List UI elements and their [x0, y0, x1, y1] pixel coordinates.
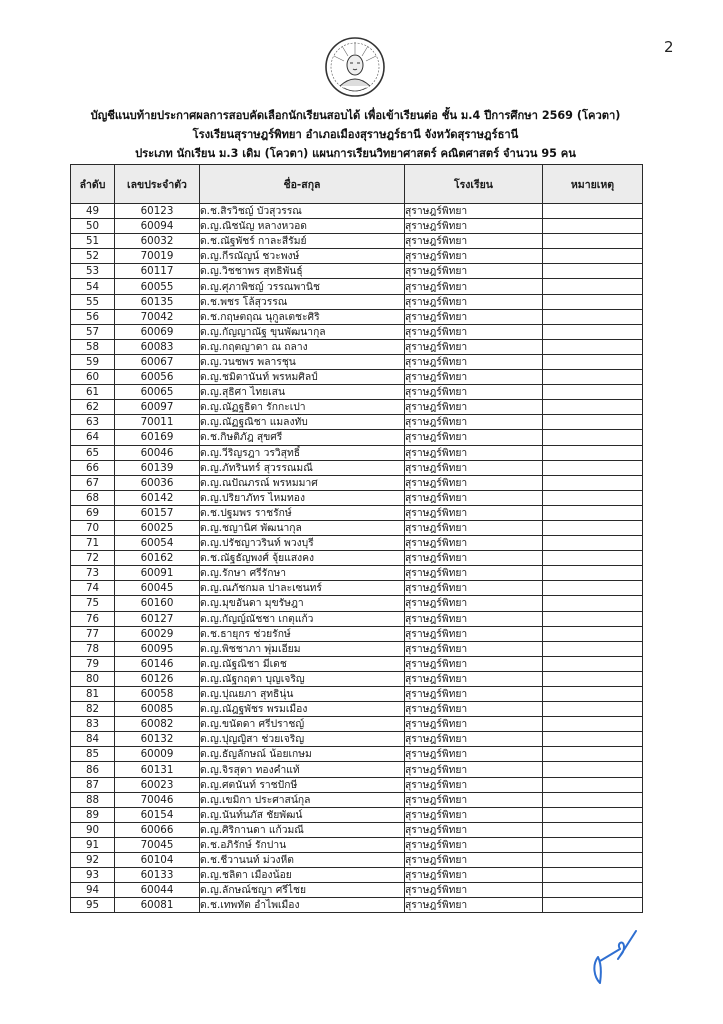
order-cell: 82: [71, 702, 115, 717]
school-cell: สุราษฎร์พิทยา: [405, 475, 543, 490]
student-name-cell: ด.ญ.ณิชนัญ หลางหวอด: [200, 219, 405, 234]
student-id-cell: 60104: [115, 853, 200, 868]
order-cell: 85: [71, 747, 115, 762]
student-name-cell: ด.ญ.จิรสุดา ทองคำแท้: [200, 762, 405, 777]
remark-cell: [543, 430, 643, 445]
school-cell: สุราษฎร์พิทยา: [405, 385, 543, 400]
student-name-cell: ด.ญ.กฤตญาดา ณ ถลาง: [200, 339, 405, 354]
student-id-cell: 60044: [115, 883, 200, 898]
student-id-cell: 60139: [115, 460, 200, 475]
table-row: [71, 702, 643, 717]
remark-cell: [543, 898, 643, 913]
school-cell: สุราษฎร์พิทยา: [405, 626, 543, 641]
school-cell: สุราษฎร์พิทยา: [405, 822, 543, 837]
student-name-cell: ด.ญ.ศุภาพิชญ์ วรรณพานิช: [200, 279, 405, 294]
table-row: [71, 611, 643, 626]
student-id-cell: 60045: [115, 581, 200, 596]
order-cell: 52: [71, 249, 115, 264]
school-cell: สุราษฎร์พิทยา: [405, 264, 543, 279]
school-cell: สุราษฎร์พิทยา: [405, 792, 543, 807]
table-row: [71, 490, 643, 505]
order-cell: 84: [71, 732, 115, 747]
order-cell: 88: [71, 792, 115, 807]
student-name-cell: ด.ญ.ชมิตานันท์ พรหมศิลป์: [200, 370, 405, 385]
order-cell: 72: [71, 551, 115, 566]
student-name-cell: ด.ช.สิรวิชญ์ บัวสุวรรณ: [200, 204, 405, 219]
table-row: [71, 249, 643, 264]
table-row: [71, 837, 643, 852]
table-row: [71, 415, 643, 430]
table-row: [71, 596, 643, 611]
student-name-cell: ด.ญ.ศิริกานดา แก้วมณี: [200, 822, 405, 837]
student-id-cell: 60066: [115, 822, 200, 837]
remark-cell: [543, 822, 643, 837]
remark-cell: [543, 219, 643, 234]
order-cell: 65: [71, 445, 115, 460]
remark-cell: [543, 536, 643, 551]
student-id-cell: 60085: [115, 702, 200, 717]
remark-cell: [543, 279, 643, 294]
table-row: [71, 460, 643, 475]
student-id-cell: 60055: [115, 279, 200, 294]
order-cell: 90: [71, 822, 115, 837]
order-cell: 64: [71, 430, 115, 445]
school-cell: สุราษฎร์พิทยา: [405, 505, 543, 520]
table-row: [71, 219, 643, 234]
order-cell: 92: [71, 853, 115, 868]
order-cell: 60: [71, 370, 115, 385]
table-row: [71, 656, 643, 671]
student-name-cell: ด.ญ.ปุณยภา สุทธินุ่น: [200, 687, 405, 702]
table-row: [71, 777, 643, 792]
remark-cell: [543, 611, 643, 626]
table-row: [71, 566, 643, 581]
student-id-cell: 60097: [115, 400, 200, 415]
student-id-cell: 60056: [115, 370, 200, 385]
remark-cell: [543, 883, 643, 898]
student-id-cell: 60058: [115, 687, 200, 702]
remark-cell: [543, 234, 643, 249]
student-id-cell: 60095: [115, 641, 200, 656]
title-line-2: โรงเรียนสุราษฎร์พิทยา อำเภอเมืองสุราษฎร์ธานี จังหวัดสุราษฎร์ธานี: [192, 128, 519, 141]
order-cell: 59: [71, 354, 115, 369]
student-name-cell: ด.ช.ชีวานนท์ ม่วงหีต: [200, 853, 405, 868]
order-cell: 50: [71, 219, 115, 234]
table-row: [71, 641, 643, 656]
student-id-cell: 70045: [115, 837, 200, 852]
student-id-cell: 60083: [115, 339, 200, 354]
student-name-cell: ด.ญ.ณปัณภรณ์ พรหมมาศ: [200, 475, 405, 490]
table-row: [71, 204, 643, 219]
school-cell: สุราษฎร์พิทยา: [405, 249, 543, 264]
student-id-cell: 60146: [115, 656, 200, 671]
remark-cell: [543, 551, 643, 566]
remark-cell: [543, 656, 643, 671]
student-id-cell: 60036: [115, 475, 200, 490]
signature-icon: [590, 925, 670, 995]
school-cell: สุราษฎร์พิทยา: [405, 762, 543, 777]
table-row: [71, 822, 643, 837]
order-cell: 79: [71, 656, 115, 671]
remark-cell: [543, 807, 643, 822]
table-row: [71, 445, 643, 460]
school-cell: สุราษฎร์พิทยา: [405, 324, 543, 339]
remark-cell: [543, 204, 643, 219]
remark-cell: [543, 641, 643, 656]
order-cell: 53: [71, 264, 115, 279]
student-id-cell: 60123: [115, 204, 200, 219]
table-row: [71, 354, 643, 369]
school-cell: สุราษฎร์พิทยา: [405, 490, 543, 505]
student-name-cell: ด.ญ.พิชชาภา พุ่มเอียม: [200, 641, 405, 656]
column-header-school: โรงเรียน: [405, 165, 543, 204]
school-cell: สุราษฎร์พิทยา: [405, 536, 543, 551]
page-number: 2: [664, 38, 674, 56]
remark-cell: [543, 853, 643, 868]
table-row: [71, 536, 643, 551]
order-cell: 81: [71, 687, 115, 702]
document-title-block: [70, 106, 641, 163]
order-cell: 51: [71, 234, 115, 249]
table-row: [71, 762, 643, 777]
remark-cell: [543, 626, 643, 641]
order-cell: 95: [71, 898, 115, 913]
student-name-cell: ด.ญ.ณัฐณิชา มีเดช: [200, 656, 405, 671]
remark-cell: [543, 792, 643, 807]
school-cell: สุราษฎร์พิทยา: [405, 777, 543, 792]
table-row: [71, 687, 643, 702]
student-name-cell: ด.ญ.ณภัชกมล ปาละเซนทร์: [200, 581, 405, 596]
remark-cell: [543, 354, 643, 369]
remark-cell: [543, 264, 643, 279]
order-cell: 87: [71, 777, 115, 792]
remark-cell: [543, 747, 643, 762]
order-cell: 91: [71, 837, 115, 852]
school-cell: สุราษฎร์พิทยา: [405, 445, 543, 460]
student-name-cell: ด.ญ.ณัฏฐณิชา แมลงทับ: [200, 415, 405, 430]
order-cell: 70: [71, 520, 115, 535]
school-cell: สุราษฎร์พิทยา: [405, 415, 543, 430]
school-cell: สุราษฎร์พิทยา: [405, 687, 543, 702]
student-name-cell: ด.ญ.ณัฎฐพัชร พรมเมือง: [200, 702, 405, 717]
student-name-cell: ด.ญ.วีริญรฎา วรวิสุทธิ์: [200, 445, 405, 460]
order-cell: 61: [71, 385, 115, 400]
remark-cell: [543, 309, 643, 324]
student-name-cell: ด.ญ.กัญญ์ณัชชา เกตุแก้ว: [200, 611, 405, 626]
remark-cell: [543, 294, 643, 309]
remark-cell: [543, 445, 643, 460]
school-cell: สุราษฎร์พิทยา: [405, 204, 543, 219]
order-cell: 83: [71, 717, 115, 732]
remark-cell: [543, 415, 643, 430]
student-name-cell: ด.ช.ณัฐธัญพงศ์ จุ้ยแสงคง: [200, 551, 405, 566]
remark-cell: [543, 460, 643, 475]
school-cell: สุราษฎร์พิทยา: [405, 656, 543, 671]
student-name-cell: ด.ญ.กัญญาณัฐ ขุนพัฒนากุล: [200, 324, 405, 339]
student-name-cell: ด.ญ.ปรัชญาวรินท์ พวงบุรี: [200, 536, 405, 551]
remark-cell: [543, 400, 643, 415]
order-cell: 74: [71, 581, 115, 596]
school-cell: สุราษฎร์พิทยา: [405, 566, 543, 581]
school-cell: สุราษฎร์พิทยา: [405, 747, 543, 762]
table-row: [71, 732, 643, 747]
student-name-cell: ด.ญ.ณัฏฐธิดา รักกะเปา: [200, 400, 405, 415]
table-row: [71, 626, 643, 641]
student-id-cell: 60157: [115, 505, 200, 520]
student-name-cell: ด.ญ.ลักษณ์ชญา ศรีไชย: [200, 883, 405, 898]
school-emblem-icon: [324, 36, 386, 98]
student-name-cell: ด.ญ.วนชพร พลารชุน: [200, 354, 405, 369]
student-name-cell: ด.ญ.นันท์นภัส ชัยพัฒน์: [200, 807, 405, 822]
student-id-cell: 60046: [115, 445, 200, 460]
student-id-cell: 60069: [115, 324, 200, 339]
student-id-cell: 60133: [115, 868, 200, 883]
order-cell: 67: [71, 475, 115, 490]
table-row: [71, 309, 643, 324]
remark-cell: [543, 505, 643, 520]
student-id-cell: 60009: [115, 747, 200, 762]
student-id-cell: 60091: [115, 566, 200, 581]
remark-cell: [543, 762, 643, 777]
student-id-cell: 60162: [115, 551, 200, 566]
student-name-cell: ด.ญ.กีรณัญน์ ชวะพงษ์: [200, 249, 405, 264]
student-name-cell: ด.ญ.ปริยาภัทร ไหมทอง: [200, 490, 405, 505]
student-id-cell: 60082: [115, 717, 200, 732]
table-row: [71, 883, 643, 898]
student-name-cell: ด.ช.กิษติภัฎ สุขศรี: [200, 430, 405, 445]
school-cell: สุราษฎร์พิทยา: [405, 370, 543, 385]
student-name-cell: ด.ช.ณัฐพัชร์ กาละสีรัมย์: [200, 234, 405, 249]
school-cell: สุราษฎร์พิทยา: [405, 837, 543, 852]
school-cell: สุราษฎร์พิทยา: [405, 294, 543, 309]
student-id-cell: 60029: [115, 626, 200, 641]
student-name-cell: ด.ช.ธายุกร ช่วยรักษ์: [200, 626, 405, 641]
table-row: [71, 898, 643, 913]
student-id-cell: 60094: [115, 219, 200, 234]
remark-cell: [543, 837, 643, 852]
title-line-1: บัญชีแนบท้ายประกาศผลการสอบคัดเลือกนักเรียนสอบได้ เพื่อเข้าเรียนต่อ ชั้น ม.4 ปีการศึกษา 2569 (โควตา): [90, 109, 621, 122]
student-name-cell: ด.ญ.ศตนันท์ ราชปักษี: [200, 777, 405, 792]
school-cell: สุราษฎร์พิทยา: [405, 883, 543, 898]
title-line-3: ประเภท นักเรียน ม.3 เดิม (โควตา) แผนการเรียนวิทยาศาสตร์ คณิตศาสตร์ จำนวน 95 คน: [135, 147, 576, 160]
order-cell: 86: [71, 762, 115, 777]
student-name-cell: ด.ญ.ชลิตา เมืองน้อย: [200, 868, 405, 883]
order-cell: 78: [71, 641, 115, 656]
student-id-cell: 60127: [115, 611, 200, 626]
school-cell: สุราษฎร์พิทยา: [405, 717, 543, 732]
student-id-cell: 60117: [115, 264, 200, 279]
student-name-cell: ด.ช.พชร โล้สุวรรณ: [200, 294, 405, 309]
column-header-remark: หมายเหตุ: [543, 165, 643, 204]
remark-cell: [543, 671, 643, 686]
school-cell: สุราษฎร์พิทยา: [405, 400, 543, 415]
student-list-table: [70, 164, 643, 913]
school-cell: สุราษฎร์พิทยา: [405, 868, 543, 883]
remark-cell: [543, 732, 643, 747]
student-id-cell: 60131: [115, 762, 200, 777]
school-cell: สุราษฎร์พิทยา: [405, 219, 543, 234]
school-cell: สุราษฎร์พิทยา: [405, 611, 543, 626]
table-row: [71, 792, 643, 807]
student-name-cell: ด.ญ.เขมิกา ประศาสน์กุล: [200, 792, 405, 807]
order-cell: 56: [71, 309, 115, 324]
school-cell: สุราษฎร์พิทยา: [405, 520, 543, 535]
student-id-cell: 60023: [115, 777, 200, 792]
order-cell: 73: [71, 566, 115, 581]
student-name-cell: ด.ช.อภิรักษ์ รักปาน: [200, 837, 405, 852]
student-id-cell: 60154: [115, 807, 200, 822]
school-cell: สุราษฎร์พิทยา: [405, 671, 543, 686]
school-cell: สุราษฎร์พิทยา: [405, 596, 543, 611]
table-row: [71, 747, 643, 762]
school-cell: สุราษฎร์พิทยา: [405, 853, 543, 868]
remark-cell: [543, 581, 643, 596]
remark-cell: [543, 596, 643, 611]
remark-cell: [543, 687, 643, 702]
remark-cell: [543, 475, 643, 490]
student-id-cell: 60142: [115, 490, 200, 505]
school-cell: สุราษฎร์พิทยา: [405, 354, 543, 369]
school-cell: สุราษฎร์พิทยา: [405, 898, 543, 913]
order-cell: 62: [71, 400, 115, 415]
order-cell: 77: [71, 626, 115, 641]
column-header-student-id: เลขประจำตัว: [115, 165, 200, 204]
order-cell: 76: [71, 611, 115, 626]
student-id-cell: 60126: [115, 671, 200, 686]
table-row: [71, 385, 643, 400]
school-cell: สุราษฎร์พิทยา: [405, 807, 543, 822]
order-cell: 57: [71, 324, 115, 339]
student-name-cell: ด.ญ.ภัทรินทร์ สุวรรณมณี: [200, 460, 405, 475]
student-id-cell: 60025: [115, 520, 200, 535]
remark-cell: [543, 520, 643, 535]
order-cell: 55: [71, 294, 115, 309]
remark-cell: [543, 702, 643, 717]
student-id-cell: 70019: [115, 249, 200, 264]
school-cell: สุราษฎร์พิทยา: [405, 234, 543, 249]
remark-cell: [543, 385, 643, 400]
student-id-cell: 70042: [115, 309, 200, 324]
table-row: [71, 520, 643, 535]
school-cell: สุราษฎร์พิทยา: [405, 279, 543, 294]
remark-cell: [543, 777, 643, 792]
remark-cell: [543, 249, 643, 264]
order-cell: 71: [71, 536, 115, 551]
table-row: [71, 551, 643, 566]
remark-cell: [543, 717, 643, 732]
order-cell: 89: [71, 807, 115, 822]
order-cell: 68: [71, 490, 115, 505]
school-cell: สุราษฎร์พิทยา: [405, 702, 543, 717]
order-cell: 63: [71, 415, 115, 430]
school-cell: สุราษฎร์พิทยา: [405, 309, 543, 324]
table-row: [71, 234, 643, 249]
table-row: [71, 581, 643, 596]
student-id-cell: 60132: [115, 732, 200, 747]
table-row: [71, 400, 643, 415]
student-id-cell: 60169: [115, 430, 200, 445]
remark-cell: [543, 339, 643, 354]
table-row: [71, 868, 643, 883]
table-row: [71, 475, 643, 490]
order-cell: 58: [71, 339, 115, 354]
school-cell: สุราษฎร์พิทยา: [405, 581, 543, 596]
student-name-cell: ด.ญ.ปุญญิสา ช่วยเจริญ: [200, 732, 405, 747]
student-id-cell: 60160: [115, 596, 200, 611]
remark-cell: [543, 490, 643, 505]
student-id-cell: 70011: [115, 415, 200, 430]
order-cell: 80: [71, 671, 115, 686]
student-name-cell: ด.ช.เทพทัต อำไพเมือง: [200, 898, 405, 913]
remark-cell: [543, 566, 643, 581]
table-row: [71, 264, 643, 279]
student-name-cell: ด.ญ.ณัฐกฤตา บุญเจริญ: [200, 671, 405, 686]
school-cell: สุราษฎร์พิทยา: [405, 641, 543, 656]
student-name-cell: ด.ญ.รักษา ศรีรักษา: [200, 566, 405, 581]
table-row: [71, 294, 643, 309]
order-cell: 49: [71, 204, 115, 219]
table-row: [71, 853, 643, 868]
school-cell: สุราษฎร์พิทยา: [405, 460, 543, 475]
table-row: [71, 671, 643, 686]
student-name-cell: ด.ญ.มุขอันดา มุขรัษฎา: [200, 596, 405, 611]
school-cell: สุราษฎร์พิทยา: [405, 430, 543, 445]
student-id-cell: 60135: [115, 294, 200, 309]
order-cell: 54: [71, 279, 115, 294]
student-name-cell: ด.ช.ปฐมพร ราชรักษ์: [200, 505, 405, 520]
school-cell: สุราษฎร์พิทยา: [405, 732, 543, 747]
student-id-cell: 60065: [115, 385, 200, 400]
student-id-cell: 60054: [115, 536, 200, 551]
order-cell: 94: [71, 883, 115, 898]
student-name-cell: ด.ญ.ธัญลักษณ์ น้อยเกษม: [200, 747, 405, 762]
table-row: [71, 717, 643, 732]
table-row: [71, 430, 643, 445]
table-header-row: [71, 165, 643, 204]
student-name-cell: ด.ญ.ขนัดดา ศรีปราชญ์: [200, 717, 405, 732]
student-name-cell: ด.ญ.วิชชาพร สุทธิพันธุ์: [200, 264, 405, 279]
order-cell: 75: [71, 596, 115, 611]
student-id-cell: 60081: [115, 898, 200, 913]
column-header-name: ชื่อ-สกุล: [200, 165, 405, 204]
student-name-cell: ด.ช.กฤษตฤณ นุกูลเตชะศิริ: [200, 309, 405, 324]
table-row: [71, 339, 643, 354]
order-cell: 69: [71, 505, 115, 520]
table-row: [71, 807, 643, 822]
table-row: [71, 279, 643, 294]
school-cell: สุราษฎร์พิทยา: [405, 551, 543, 566]
table-body: [71, 204, 643, 913]
student-name-cell: ด.ญ.ชญานิศ พัฒนากุล: [200, 520, 405, 535]
remark-cell: [543, 370, 643, 385]
order-cell: 93: [71, 868, 115, 883]
student-id-cell: 70046: [115, 792, 200, 807]
column-header-order: ลำดับ: [71, 165, 115, 204]
student-id-cell: 60067: [115, 354, 200, 369]
student-id-cell: 60032: [115, 234, 200, 249]
remark-cell: [543, 868, 643, 883]
table-row: [71, 370, 643, 385]
table-row: [71, 324, 643, 339]
table-row: [71, 505, 643, 520]
school-cell: สุราษฎร์พิทยา: [405, 339, 543, 354]
order-cell: 66: [71, 460, 115, 475]
remark-cell: [543, 324, 643, 339]
student-name-cell: ด.ญ.สุธิศา ไทยเสน: [200, 385, 405, 400]
